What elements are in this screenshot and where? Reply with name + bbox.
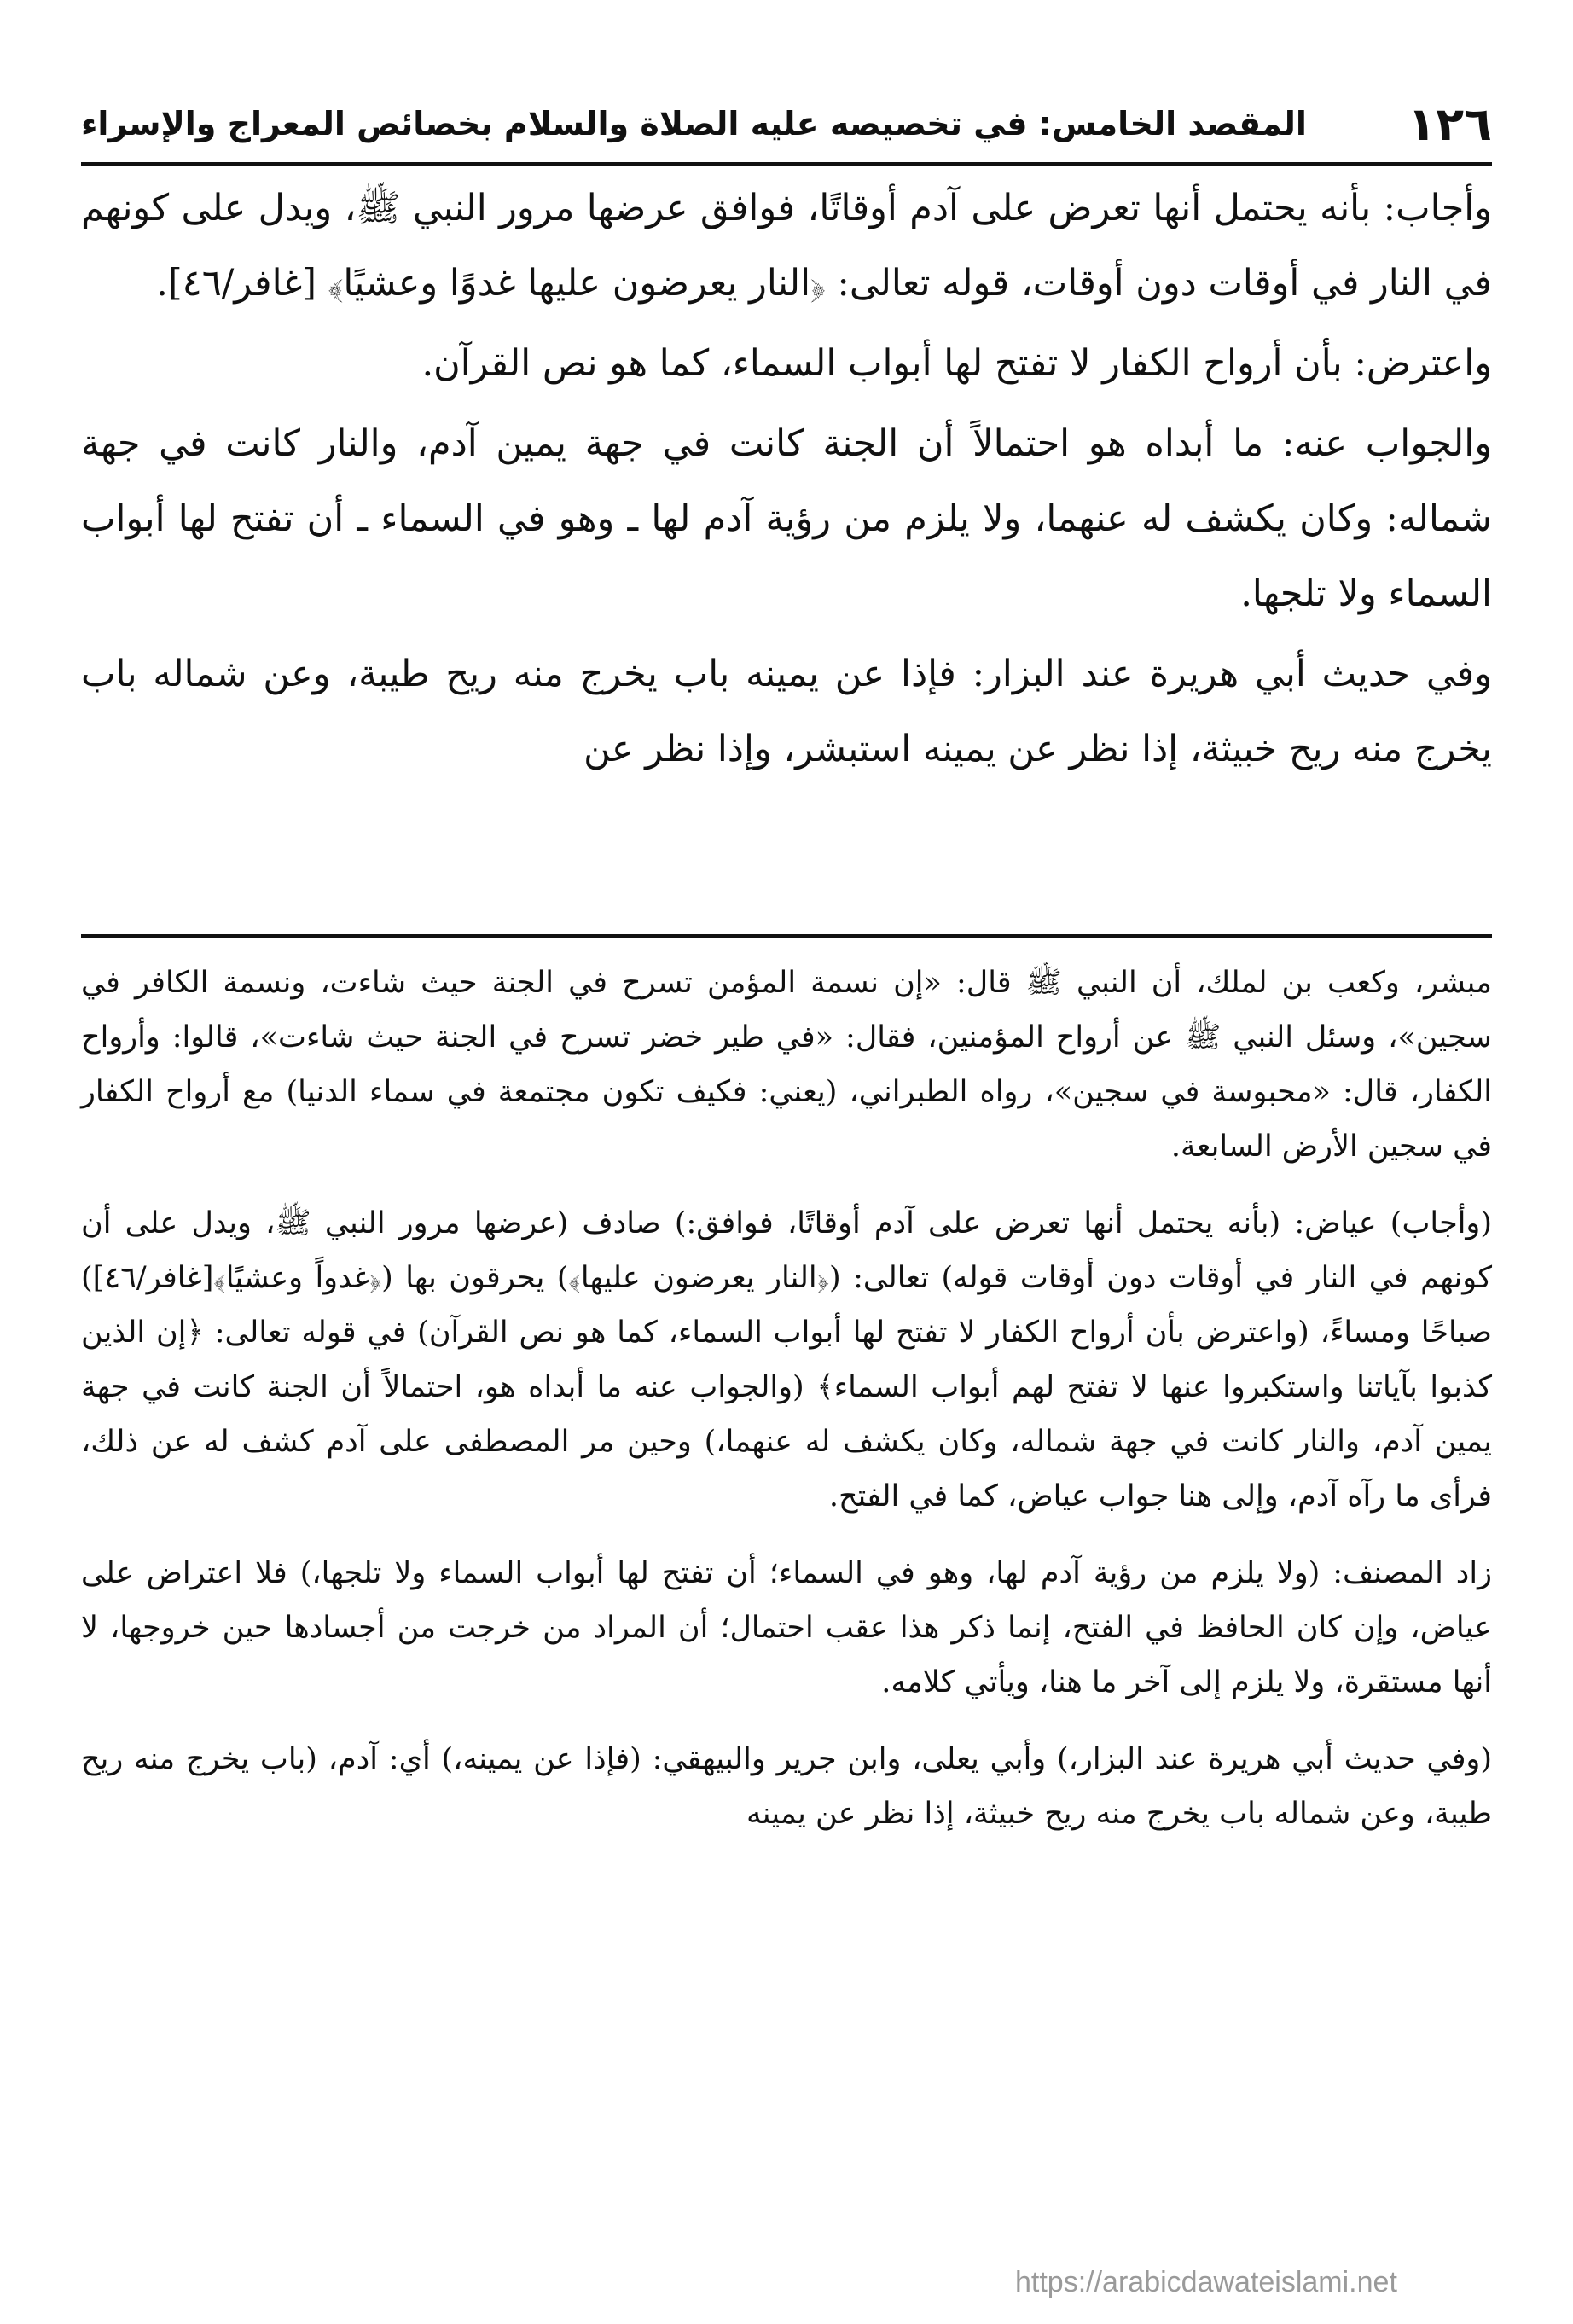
main-paragraph: وأجاب: بأنه يحتمل أنها تعرض على آدم أوقاتًا، فوافق عرضها مرور النبي ﷺ، ويدل على كونهم في النار في أوقات دون أوقات، قوله تعالى: ﴿النار يعرضون عليها غدوًا وعشيًا﴾ [غافر/٤٦]. — [81, 187, 1492, 305]
main-text — [81, 171, 1492, 913]
commentary-paragraph: زاد المصنف: (ولا يلزم من رؤية آدم لها، وهو في السماء؛ أن تفتح لها أبواب السماء ولا تلجها،) فلا اعتراض على عياض، وإن كان الحافظ في الفتح، إنما ذكر هذا عقب احتمال؛ أن المراد من خرجت من أجسادها حين خروجها، لا أنها مستقرة، ولا يلزم إلى آخر ما هنا، ويأتي كلامه. — [81, 1556, 1492, 1699]
commentary-paragraph: مبشر، وكعب بن لملك، أن النبي ﷺ قال: «إن نسمة المؤمن تسرح في الجنة حيث شاءت، ونسمة الكافر في سجين»، وسئل النبي ﷺ عن أرواح المؤمنين، فقال: «في طير خضر تسرح في الجنة حيث شاءت»، قالوا: وأرواح الكفار، قال: «محبوسة في سجين»، رواه الطبراني، (يعني: فكيف تكون مجتمعة في سماء الدنيا) مع أرواح الكفار في سجين الأرض السابعة. — [81, 966, 1492, 1164]
running-title: المقصد الخامس: في تخصيصه عليه الصلاة والسلام بخصائص المعراج والإسراء — [81, 105, 1307, 142]
page-number: ١٢٦ — [1408, 96, 1492, 151]
main-paragraph: وفي حديث أبي هريرة عند البزار: فإذا عن يمينه باب يخرج منه ريح طيبة، وعن شماله باب يخرج منه ريح خبيثة، إذا نظر عن يمينه استبشر، وإذا نظر عن — [81, 653, 1492, 770]
page-header — [81, 85, 1492, 166]
main-paragraph: واعترض: بأن أرواح الكفار لا تفتح لها أبواب السماء، كما هو نص القرآن. — [421, 342, 1492, 385]
commentary-paragraph: (وأجاب) عياض: (بأنه يحتمل أنها تعرض على آدم أوقاتًا، فوافق:) صادف (عرضها مرور النبي ﷺ، ويدل على أن كونهم في النار في أوقات دون أوقات قوله) تعالى: (﴿النار يعرضون عليها﴾) يحرقون بها (﴿غدواً وعشيًا﴾[غافر/٤٦]) صباحًا ومساءً، (واعترض بأن أرواح الكفار لا تفتح لها أبواب السماء، كما هو نص القرآن) في قوله تعالى: ﴿إن الذين كذبوا بآياتنا واستكبروا عنها لا تفتح لهم أبواب السماء﴾ (والجواب عنه ما أبداه هو، احتمالاً أن الجنة كانت في جهة يمين آدم، والنار كانت في جهة شماله، وكان يكشف له عنهما،) وحين مر المصطفى على آدم كشف له عن ذلك، فرأى ما رآه آدم، وإلى هنا جواب عياض، كما في الفتح. — [81, 1206, 1492, 1514]
commentary-text — [81, 956, 1492, 2261]
main-paragraph: والجواب عنه: ما أبداه هو احتمالاً أن الجنة كانت في جهة يمين آدم، والنار كانت في جهة شماله: وكان يكشف له عنهما، ولا يلزم من رؤية آدم لها ـ وهو في السماء ـ أن تفتح لها أبواب السماء ولا تلجها. — [81, 422, 1492, 615]
commentary-paragraph: (وفي حديث أبي هريرة عند البزار،) وأبي يعلى، وابن جرير والبيهقي: (فإذا عن يمينه،) أي: آدم، (باب يخرج منه ريح طيبة، وعن شماله باب يخرج منه ريح خبيثة، إذا نظر عن يمينه — [81, 1742, 1492, 1831]
section-divider — [81, 934, 1492, 938]
watermark-url: https://arabicdawateislami.net — [1015, 2266, 1397, 2298]
